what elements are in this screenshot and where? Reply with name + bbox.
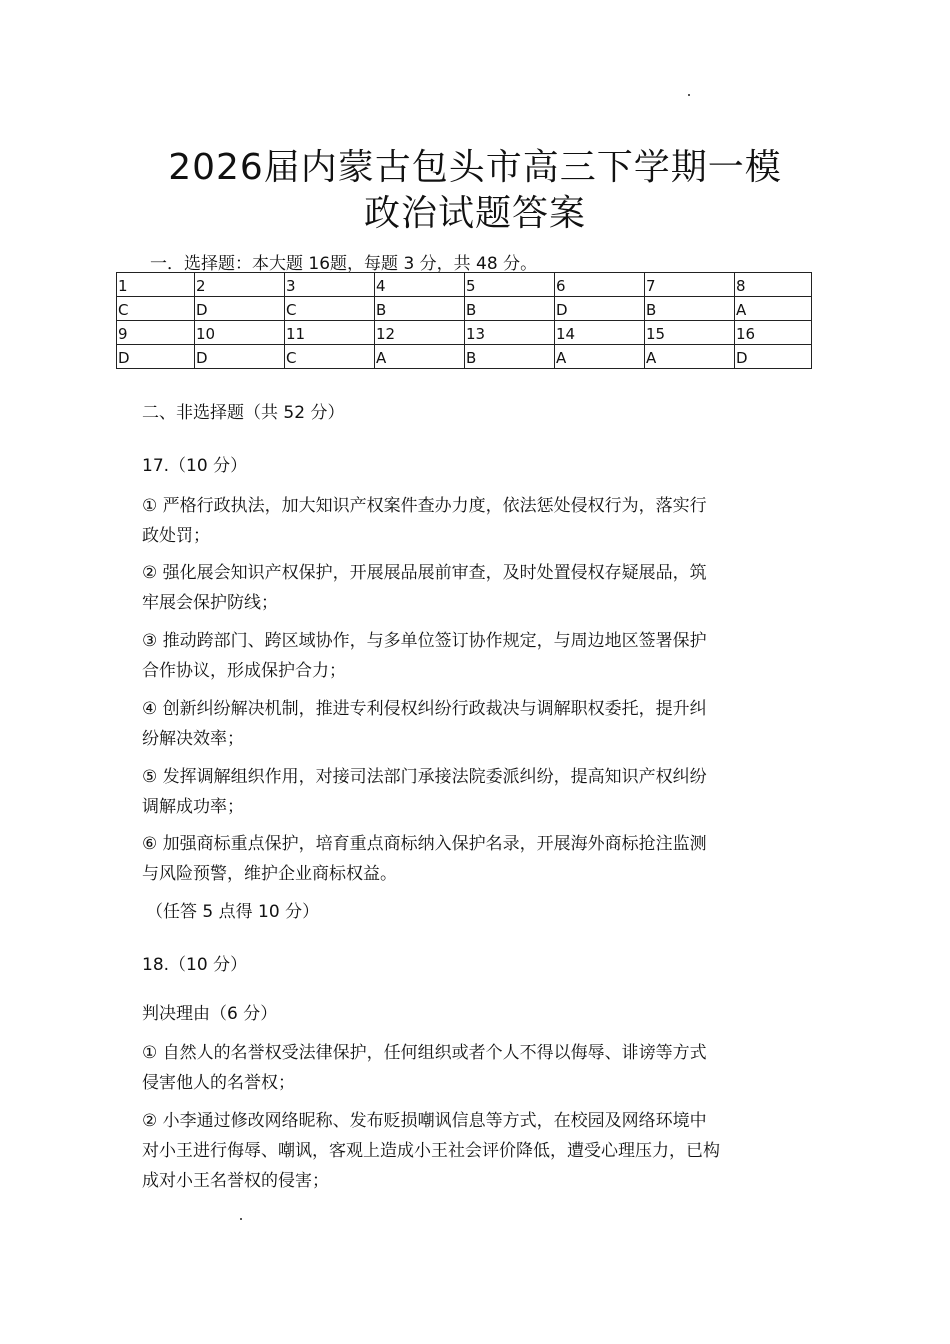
question-number-cell: 2 xyxy=(195,273,285,297)
q18-point-2 xyxy=(142,1106,792,1196)
answer-cell: B xyxy=(465,297,555,321)
answer-cell: C xyxy=(117,297,195,321)
question-number-cell: 10 xyxy=(195,321,285,345)
question-number-cell: 12 xyxy=(375,321,465,345)
answer-table-row xyxy=(117,297,812,321)
answer-cell: D xyxy=(195,345,285,369)
q17-point-2-line1: ② 强化展会知识产权保护，开展展品展前审查，及时处置侵权存疑展品，筑 xyxy=(142,563,707,583)
scan-speck xyxy=(688,94,690,96)
answer-cell: D xyxy=(195,297,285,321)
q18-point-2-line1: ② 小李通过修改网络昵称、发布贬损嘲讽信息等方式，在校园及网络环境中 xyxy=(142,1111,707,1131)
document-title-line1: 2026届内蒙古包头市高三下学期一模 xyxy=(168,147,782,188)
q18-subheading: 判决理由（6 分） xyxy=(142,1004,278,1024)
q17-point-6 xyxy=(142,829,792,889)
q17-point-6-line2: 与风险预警，维护企业商标权益。 xyxy=(142,864,397,884)
q17-heading: 17.（10 分） xyxy=(142,456,248,476)
q17-point-2 xyxy=(142,558,792,618)
q18-point-1 xyxy=(142,1038,792,1098)
q18-point-1-line2: 侵害他人的名誉权； xyxy=(142,1073,295,1093)
answer-table-row xyxy=(117,273,812,297)
question-number-cell: 1 xyxy=(117,273,195,297)
q17-point-4 xyxy=(142,694,792,754)
question-number-cell: 4 xyxy=(375,273,465,297)
answer-table xyxy=(116,272,812,369)
q17-point-3-line2: 合作协议，形成保护合力； xyxy=(142,661,346,681)
document-title-line2: 政治试题答案 xyxy=(363,193,586,234)
q17-point-3 xyxy=(142,626,792,686)
q18-point-2-line2: 对小王进行侮辱、嘲讽，客观上造成小王社会评价降低，遭受心理压力，已构 xyxy=(142,1141,720,1161)
question-number-cell: 16 xyxy=(735,321,812,345)
question-number-cell: 7 xyxy=(645,273,735,297)
answer-cell: C xyxy=(285,297,375,321)
answer-cell: A xyxy=(375,345,465,369)
scan-speck xyxy=(240,1218,242,1220)
question-number-cell: 5 xyxy=(465,273,555,297)
question-number-cell: 11 xyxy=(285,321,375,345)
answer-cell: D xyxy=(735,345,812,369)
q18-heading: 18.（10 分） xyxy=(142,955,248,975)
answer-cell: B xyxy=(465,345,555,369)
q17-point-3-line1: ③ 推动跨部门、跨区域协作，与多单位签订协作规定，与周边地区签署保护 xyxy=(142,631,707,651)
q17-point-5-line2: 调解成功率； xyxy=(142,797,244,817)
q18-point-2-line3: 成对小王名誉权的侵害； xyxy=(142,1171,329,1191)
q18-point-1-line1: ① 自然人的名誉权受法律保护，任何组织或者个人不得以侮辱、诽谤等方式 xyxy=(142,1043,707,1063)
question-number-cell: 3 xyxy=(285,273,375,297)
q17-point-5-line1: ⑤ 发挥调解组织作用，对接司法部门承接法院委派纠纷，提高知识产权纠纷 xyxy=(142,767,707,787)
question-number-cell: 13 xyxy=(465,321,555,345)
section1-heading: 一．选择题：本大题 16题，每题 3 分，共 48 分。 xyxy=(150,254,538,274)
q17-point-1-line1: ① 严格行政执法，加大知识产权案件查办力度，依法惩处侵权行为，落实行 xyxy=(142,496,707,516)
q17-point-4-line1: ④ 创新纠纷解决机制，推进专利侵权纠纷行政裁决与调解职权委托，提升纠 xyxy=(142,699,707,719)
answer-table-row xyxy=(117,321,812,345)
q17-scoring-note: （任答 5 点得 10 分） xyxy=(146,902,320,922)
q17-point-1 xyxy=(142,491,792,551)
q17-point-6-line1: ⑥ 加强商标重点保护，培育重点商标纳入保护名录，开展海外商标抢注监测 xyxy=(142,834,707,854)
answer-cell: D xyxy=(117,345,195,369)
section2-heading: 二、非选择题（共 52 分） xyxy=(142,403,345,423)
question-number-cell: 14 xyxy=(555,321,645,345)
q17-point-5 xyxy=(142,762,792,822)
question-number-cell: 9 xyxy=(117,321,195,345)
question-number-cell: 8 xyxy=(735,273,812,297)
answer-cell: C xyxy=(285,345,375,369)
answer-cell: B xyxy=(375,297,465,321)
q17-point-2-line2: 牢展会保护防线； xyxy=(142,593,278,613)
question-number-cell: 6 xyxy=(555,273,645,297)
answer-cell: A xyxy=(645,345,735,369)
question-number-cell: 15 xyxy=(645,321,735,345)
answer-cell: A xyxy=(555,345,645,369)
answer-table-row xyxy=(117,345,812,369)
answer-cell: B xyxy=(645,297,735,321)
answer-cell: A xyxy=(735,297,812,321)
answer-cell: D xyxy=(555,297,645,321)
q17-point-1-line2: 政处罚； xyxy=(142,526,210,546)
q17-point-4-line2: 纷解决效率； xyxy=(142,729,244,749)
